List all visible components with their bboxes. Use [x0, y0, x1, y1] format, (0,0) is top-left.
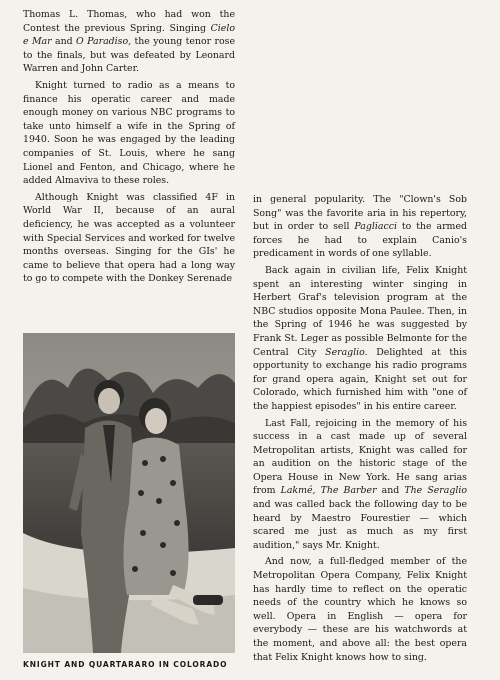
couple-photo-illustration — [23, 333, 235, 653]
right-paragraph-3: Last Fall, rejoicing in the memory of his success in a cast made up of several Metropolitan artists, Knight was called for an audition on the historic stage of the Opera House in New York. He sang arias from Lakmé, The Barber and The Seraglio and was called back the following day to be heard by Maestro Fourestier — which scared me just as much as my first audition," says Mr. Knight. — [253, 417, 468, 551]
photo-caption: KNIGHT AND QUARTARARO IN COLORADO — [23, 660, 228, 669]
right-paragraph-4: And now, a full-fledged member of the Metropolitan Opera Company, Felix Knight has hardly time to reflect on the operatic needs of the country which he knows so well. Opera in English — opera for everybody — these are his watchwords at the moment, and above all: the best opera that Felix Knight knows how to sing. — [253, 556, 467, 663]
left-paragraph-3: Although Knight was classified 4F in World War II, because of an aural deficiency, he was accepted as a volunteer with Special Services and worked for twelve months overseas. Singing for the GIs' he came to believe that opera had a long way to go to compete with the Donkey Serenade — [23, 191, 235, 285]
right-text-column — [253, 193, 467, 664]
photograph — [23, 333, 235, 653]
left-text-column — [23, 8, 235, 286]
right-paragraph-2: Back again in civilian life, Felix Knight spent an interesting winter singing in Herbert Graf's television program at the NBC studios opposite Mona Paulee. Then, in the Spring of 1946 he was suggested by Frank St. Leger as possible Belmonte for the Central City Seraglio. Delighted at this opportunity to exchange his radio programs for grand opera again, Knight set out for Colorado, which furnished him with "one of the happiest episodes" in his entire career. — [253, 264, 467, 412]
right-paragraph-1: in general popularity. The "Clown's Sob Song" was the favorite aria in his repertory, but in order to sell Pagliacci to the armed forces he had to explain Canio's predicament in words of one syllable. — [253, 194, 467, 260]
left-paragraph-2: Knight turned to radio as a means to finance his operatic career and made enough money on various NBC programs to take unto himself a wife in the Spring of 1940. Soon he was engaged by the leading companies of St. Louis, where he sang Lionel and Fenton, and Chicago, where he added Almaviva to these roles. — [23, 79, 235, 187]
left-paragraph-1: Thomas L. Thomas, who had won the Contest the previous Spring. Singing Cielo e Mar and O Paradiso, the young tenor rose to the finals, but was defeated by Leonard Warren and John Carter. — [23, 9, 235, 75]
